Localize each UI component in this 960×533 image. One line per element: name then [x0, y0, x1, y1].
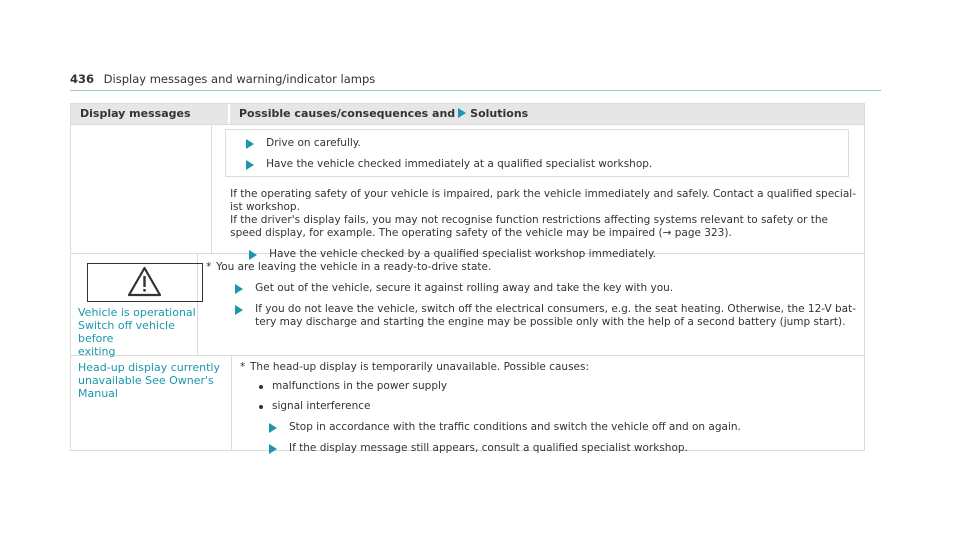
table-header: [71, 104, 864, 124]
step-text: Have the vehicle checked by a qualified specialist workshop immediately.: [269, 248, 657, 260]
page-number: 436: [70, 72, 95, 86]
step-text: Stop in accordance with the traffic conditions and switch the vehicle off and on again.: [289, 421, 741, 433]
list-item: malfunctions in the power supply: [250, 380, 856, 393]
table-row: [71, 253, 864, 358]
warning-triangle-icon: [87, 263, 203, 302]
bullet-list: [250, 380, 856, 413]
label-line: exiting: [78, 345, 116, 358]
text-line: If the driver's display fails, you may not recognise function restrictions affecting systems relevant to safety or the: [230, 214, 829, 226]
arrow-right-icon: [458, 108, 466, 118]
row-content-cell: [232, 356, 864, 454]
row-label-cell: [71, 254, 198, 358]
solution-step: [226, 158, 848, 171]
row-label-cell: [71, 356, 232, 450]
step-text: Get out of the vehicle, secure it against rolling away and take the key with you.: [255, 282, 674, 294]
header-divider: [70, 90, 881, 91]
display-messages-table: [70, 103, 865, 454]
solution-step: [216, 303, 856, 329]
text-line: speed display, for example. The operating safety of the vehicle may be impaired (→ page 323).: [230, 227, 732, 239]
message-label: [78, 306, 197, 358]
solution-step: [250, 421, 856, 434]
intro-text: The head-up display is temporarily unavailable. Possible causes:: [250, 361, 590, 373]
list-item: signal interference: [250, 400, 856, 413]
arrow-right-icon: [269, 444, 277, 454]
intro-line: [240, 361, 856, 374]
solution-step: [250, 442, 856, 455]
table-row: [71, 124, 864, 260]
text-line: If the operating safety of your vehicle is impaired, park the vehicle immediately and safely. Contact a qualified special-: [230, 188, 856, 200]
message-label: [78, 361, 220, 400]
solution-step: [226, 137, 848, 150]
footnote-star: *: [240, 361, 246, 373]
row-content-cell: [198, 254, 864, 355]
intro-line: [206, 261, 856, 274]
arrow-right-icon: [246, 139, 254, 149]
label-line: Switch off vehicle before: [78, 319, 175, 345]
page-title: Display messages and warning/indicator lamps: [103, 72, 376, 86]
step-text: If the display message still appears, consult a qualified specialist workshop.: [289, 442, 688, 454]
row-content-cell: [212, 125, 864, 260]
arrow-right-icon: [246, 160, 254, 170]
label-line: Manual: [78, 387, 118, 400]
solution-step: [216, 282, 856, 295]
col-header-solutions: Solutions: [470, 107, 529, 120]
text-line: ist workshop.: [230, 201, 300, 213]
arrow-right-icon: [235, 284, 243, 294]
solution-box: [225, 129, 849, 177]
arrow-right-icon: [269, 423, 277, 433]
label-line: unavailable See Owner's: [78, 374, 214, 387]
table-row: [71, 355, 864, 454]
page-header: [70, 72, 375, 86]
step-text: Drive on carefully.: [266, 137, 361, 149]
paragraph: [230, 188, 856, 240]
footnote-star: *: [206, 261, 212, 273]
col-header-causes: Possible causes/consequences and: [239, 107, 456, 120]
step-text: tery may discharge and starting the engine may be possible only with the help of a second battery (jump start).: [255, 316, 846, 328]
step-text: If you do not leave the vehicle, switch off the electrical consumers, e.g. the seat heating. Otherwise, the 12-V bat-: [255, 303, 856, 315]
col-header-display-messages: Display messages: [71, 104, 230, 124]
label-line: Head-up display currently: [78, 361, 220, 374]
step-text: Have the vehicle checked immediately at a qualified specialist workshop.: [266, 158, 653, 170]
col-header-causes-solutions: [230, 104, 864, 124]
arrow-right-icon: [235, 305, 243, 315]
intro-text: You are leaving the vehicle in a ready-to-drive state.: [216, 261, 492, 273]
row-label-cell: [71, 125, 212, 253]
label-line: Vehicle is operational: [78, 306, 196, 319]
